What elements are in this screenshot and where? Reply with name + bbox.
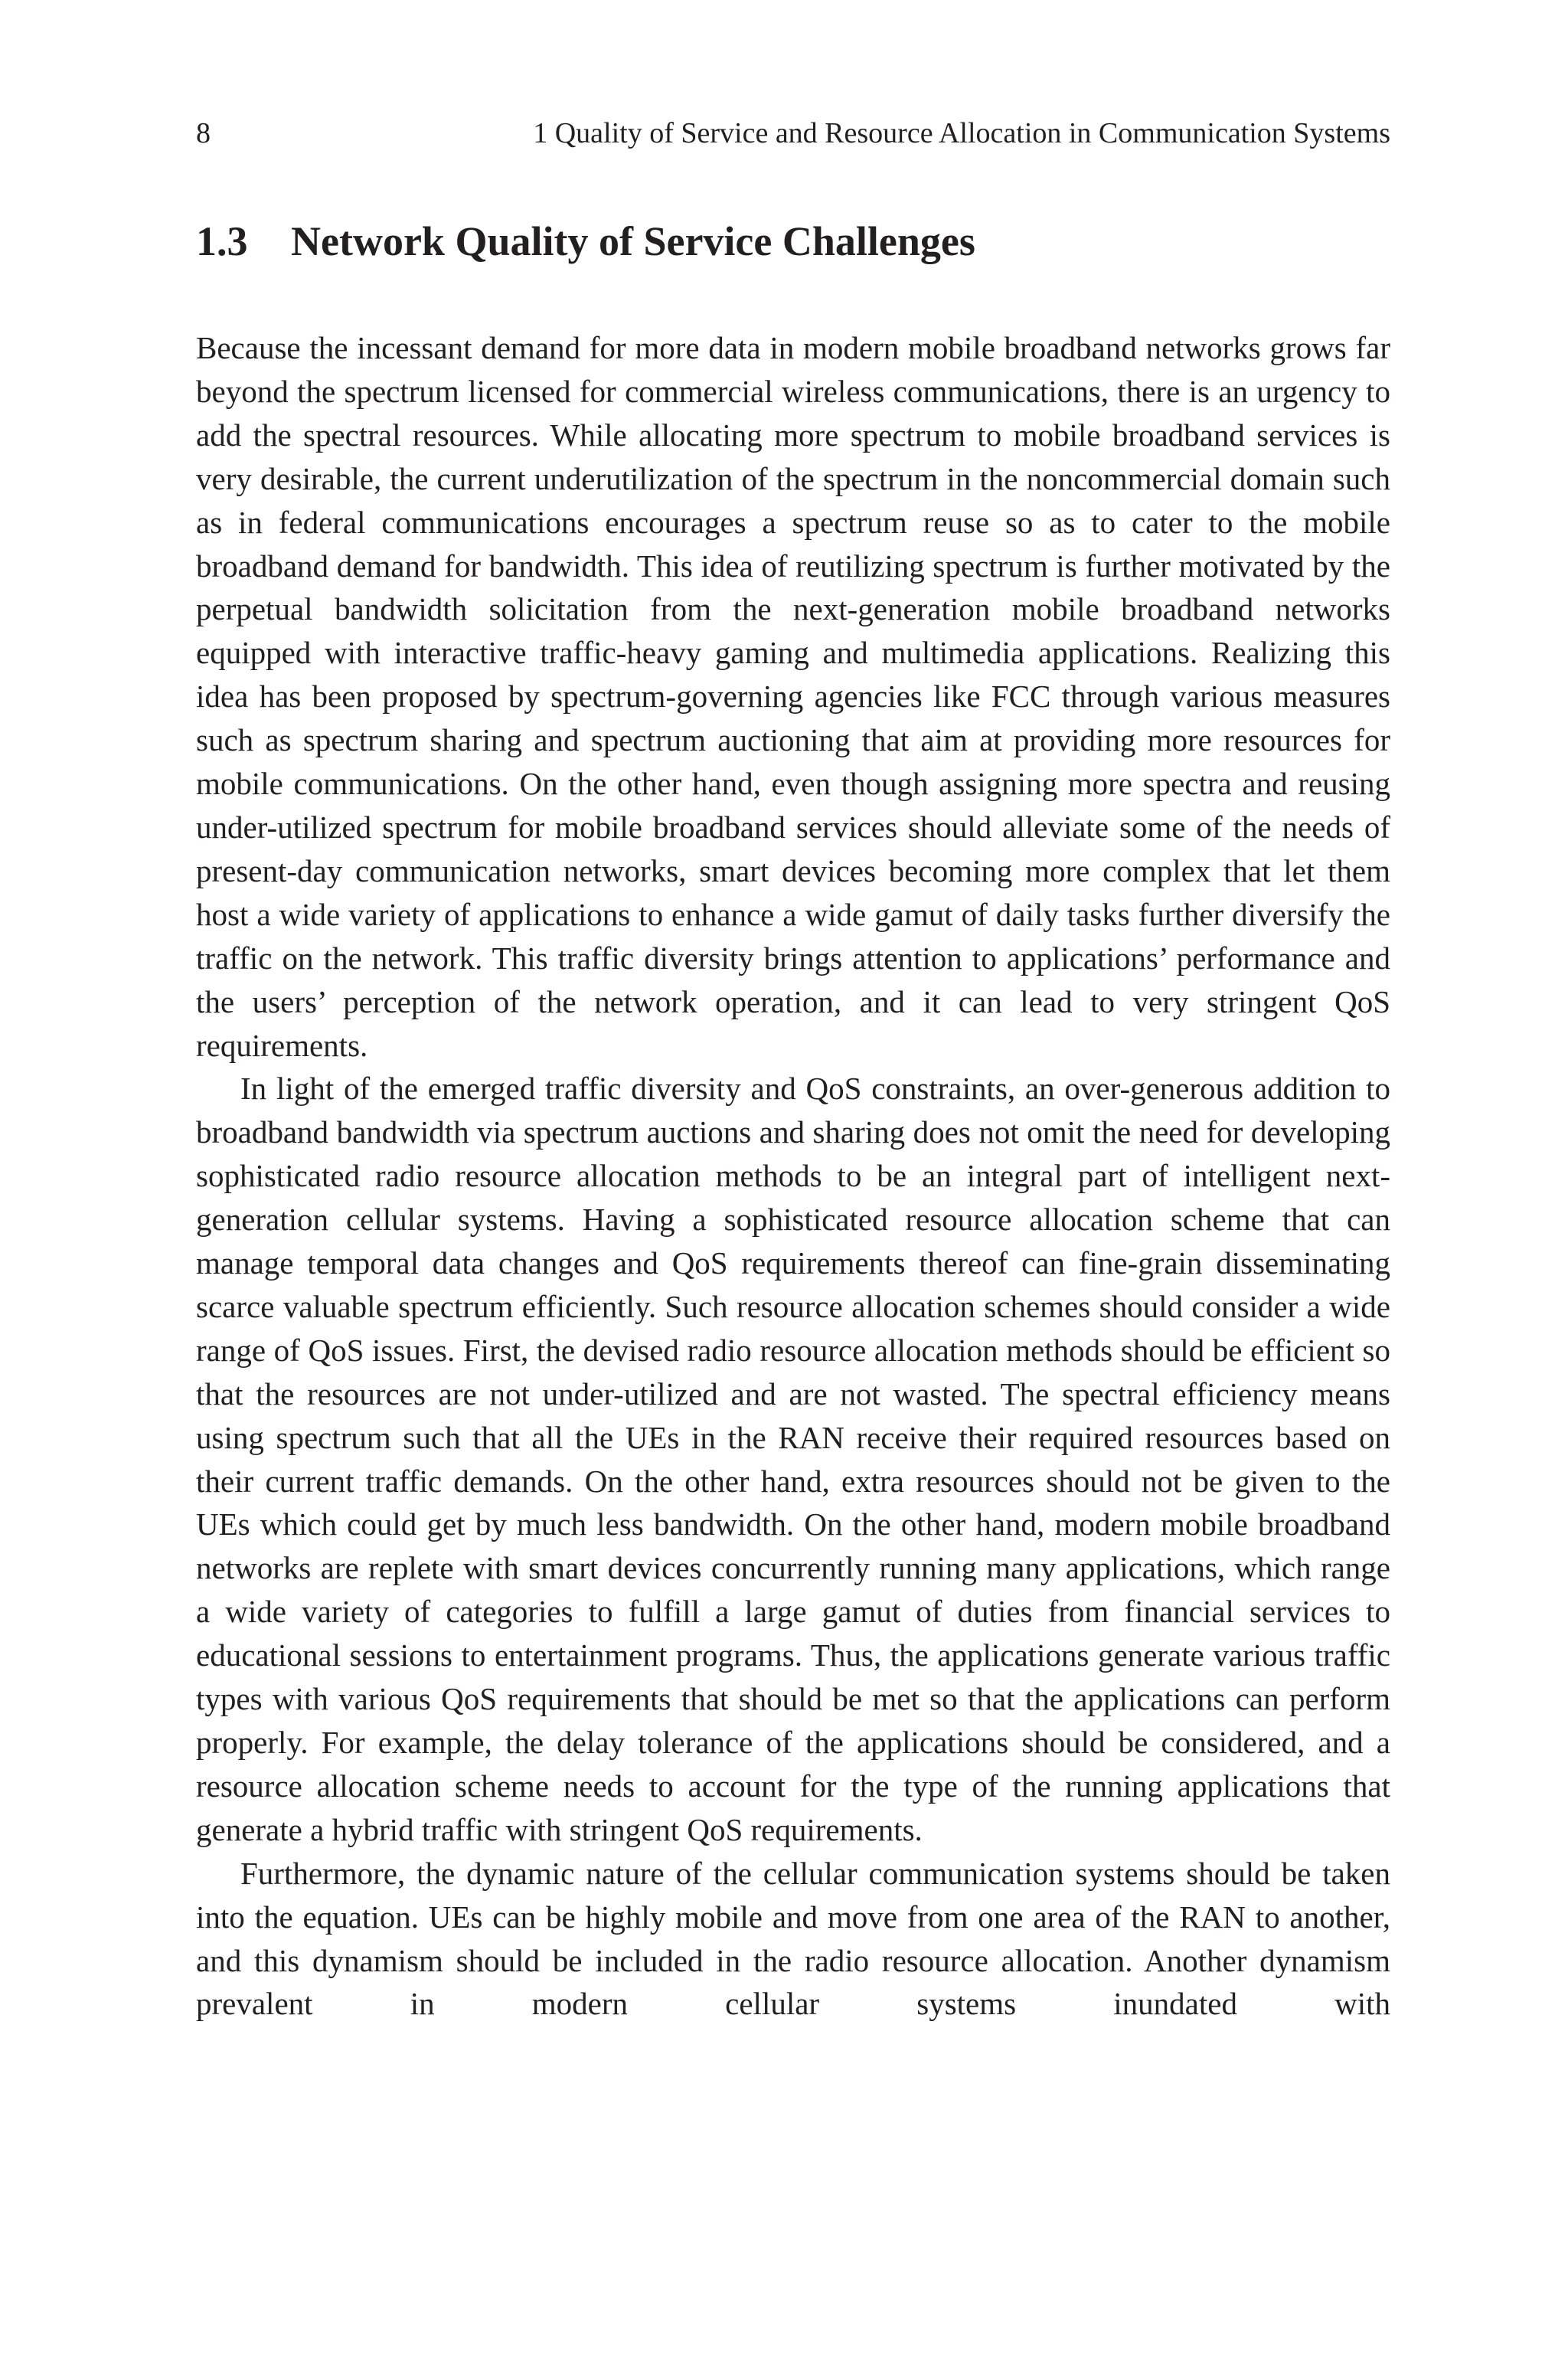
paragraph: In light of the emerged traffic diversity and QoS constraints, an over-generous addition to broadband bandwidth via spectrum auctions and sharing does not omit the need for developing sophisticated radio resource allocation methods to be an integral part of intelligent next-generation cellular systems. Having a sophisticated resource allocation scheme that can manage temporal data changes and QoS requirements thereof can fine-grain disseminating scarce valuable spectrum efficiently. Such resource allocation schemes should consider a wide range of QoS issues. First, the devised radio resource allocation methods should be efficient so that the resources are not under-utilized and are not wasted. The spectral efficiency means using spectrum such that all the UEs in the RAN receive their required resources based on their current traffic demands. On the other hand, extra resources should not be given to the UEs which could get by much less bandwidth. On the other hand, modern mobile broadband networks are replete with smart devices concurrently running many applications, which range a wide variety of categories to fulfill a large gamut of duties from financial services to educational sessions to entertainment programs. Thus, the applications generate various traffic types with various QoS requirements that should be met so that the applications can perform properly. For example, the delay tolerance of the applications should be considered, and a resource allocation scheme needs to account for the type of the running applications that generate a hybrid traffic with stringent QoS requirements. — [196, 1071, 1390, 1847]
section-title: Network Quality of Service Challenges — [291, 218, 975, 264]
section-number: 1.3 — [196, 218, 248, 264]
running-header — [196, 115, 1390, 152]
book-page — [196, 115, 1390, 2026]
page-number: 8 — [196, 117, 211, 149]
body-text — [196, 326, 1390, 2026]
paragraph: Furthermore, the dynamic nature of the cellular communication systems should be taken into the equation. UEs can be highly mobile and move from one area of the RAN to another, and this dynamism should be included in the radio resource allocation. Another dynamism prevalent in modern cellular systems inundated with — [196, 1855, 1390, 2022]
section-heading — [196, 214, 1390, 268]
running-title: 1 Quality of Service and Resource Allocation in Communication Systems — [533, 117, 1390, 149]
paragraph: Because the incessant demand for more data in modern mobile broadband networks grows far beyond the spectrum licensed for commercial wireless communications, there is an urgency to add the spectral resources. While allocating more spectrum to mobile broadband services is very desirable, the current underutilization of the spectrum in the noncommercial domain such as in federal communications encourages a spectrum reuse so as to cater to the mobile broadband demand for bandwidth. This idea of reutilizing spectrum is further motivated by the perpetual bandwidth solicitation from the next-generation mobile broadband networks equipped with interactive traffic-heavy gaming and multimedia applications. Realizing this idea has been proposed by spectrum-governing agencies like FCC through various measures such as spectrum sharing and spectrum auctioning that aim at providing more resources for mobile communications. On the other hand, even though assigning more spectra and reusing under-utilized spectrum for mobile broadband services should alleviate some of the needs of present-day communication networks, smart devices becoming more complex that let them host a wide variety of applications to enhance a wide gamut of daily tasks further diversify the traffic on the network. This traffic diversity brings attention to applications’ performance and the users’ perception of the network operation, and it can lead to very stringent QoS requirements. — [196, 330, 1390, 1063]
